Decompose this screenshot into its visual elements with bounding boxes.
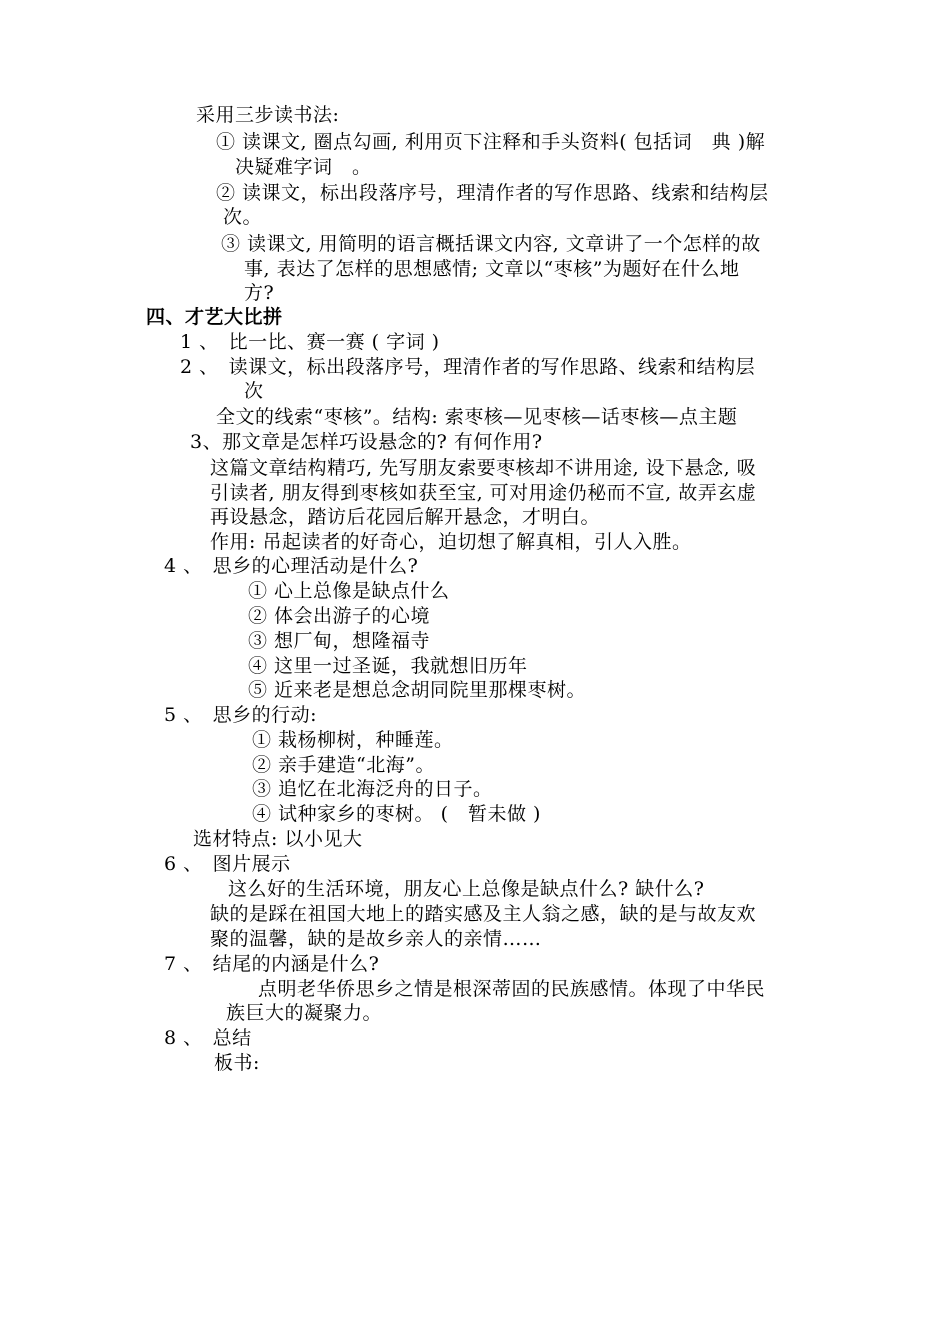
item-7-answer-line-2: 族巨大的凝聚力。 <box>226 1002 383 1024</box>
item-4: 4 、 思乡的心理活动是什么? <box>164 555 419 577</box>
item-3-answer-line-1: 这篇文章结构精巧, 先写朋友索要枣核却不讲用途, 设下悬念, 吸 <box>210 457 757 479</box>
reading-step-1-line-1: ① 读课文, 圈点勾画, 利用页下注释和手头资料( 包括词 典 )解 <box>216 131 766 153</box>
reading-step-3-line-2: 事, 表达了怎样的思想感情; 文章以“枣核”为题好在什么地 <box>244 258 740 280</box>
item-3-answer-line-3: 再设悬念，踏访后花园后解开悬念，才明白。 <box>210 506 601 528</box>
item-4-list-item: ② 体会出游子的心境 <box>248 605 431 627</box>
item-5: 5 、 思乡的行动: <box>164 704 318 726</box>
reading-step-2-line-1: ② 读课文，标出段落序号，理清作者的写作思路、线索和结构层 <box>216 182 769 204</box>
item-7-answer-line-1: 点明老华侨思乡之情是根深蒂固的民族感情。体现了中华民 <box>258 978 766 1000</box>
reading-step-3-line-3: 方? <box>244 282 275 304</box>
item-5-list-item: ② 亲手建造“北海”。 <box>252 754 435 776</box>
item-6: 6 、 图片展示 <box>164 853 291 875</box>
item-5-list-item: ④ 试种家乡的枣树。 ( 暂未做 ) <box>252 803 541 825</box>
item-6-question: 这么好的生活环境，朋友心上总像是缺点什么? 缺什么? <box>228 878 705 900</box>
board-label: 板书: <box>214 1052 260 1074</box>
reading-step-1-line-2: 决疑难字词 。 <box>235 156 372 178</box>
item-4-list-item: ④ 这里一过圣诞，我就想旧历年 <box>248 655 528 677</box>
reading-step-2-line-2: 次。 <box>223 206 263 228</box>
item-4-list-item: ⑤ 近来老是想总念胡同院里那棵枣树。 <box>248 679 587 701</box>
item-6-answer-line-1: 缺的是踩在祖国大地上的踏实感及主人翁之感，缺的是与故友欢 <box>210 903 757 925</box>
item-5-list-item: ③ 追忆在北海泛舟的日子。 <box>252 778 493 800</box>
item-5-feature: 选材特点: 以小见大 <box>193 828 363 850</box>
item-2-line-1: 2 、 读课文，标出段落序号，理清作者的写作思路、线索和结构层 <box>180 356 756 378</box>
item-7: 7 、 结尾的内涵是什么? <box>164 953 380 975</box>
item-5-list-item: ① 栽杨柳树，种睡莲。 <box>252 729 454 751</box>
item-6-answer-line-2: 聚的温馨，缺的是故乡亲人的亲情…… <box>210 928 542 950</box>
section-heading: 四、才艺大比拼 <box>146 306 283 328</box>
item-3-answer-line-2: 引读者, 朋友得到枣核如获至宝, 可对用途仍秘而不宣, 故弄玄虚 <box>210 482 757 504</box>
item-3: 3、那文章是怎样巧设悬念的? 有何作用? <box>190 431 543 453</box>
clue-structure: 全文的线索“枣核”。结构: 索枣核—见枣核—话枣核—点主题 <box>216 406 738 428</box>
item-4-list-item: ③ 想厂甸，想隆福寺 <box>248 630 431 652</box>
item-8: 8 、 总结 <box>164 1027 252 1049</box>
item-4-list-item: ① 心上总像是缺点什么 <box>248 580 450 602</box>
reading-step-3-line-1: ③ 读课文, 用简明的语言概括课文内容, 文章讲了一个怎样的故 <box>221 233 761 255</box>
item-3-effect: 作用: 吊起读者的好奇心，迫切想了解真相，引人入胜。 <box>210 531 692 553</box>
item-2-line-2: 次 <box>244 380 264 402</box>
item-1: 1 、 比一比、赛一赛 ( 字词 ) <box>180 331 440 353</box>
reading-method-intro: 采用三步读书法: <box>196 104 340 126</box>
